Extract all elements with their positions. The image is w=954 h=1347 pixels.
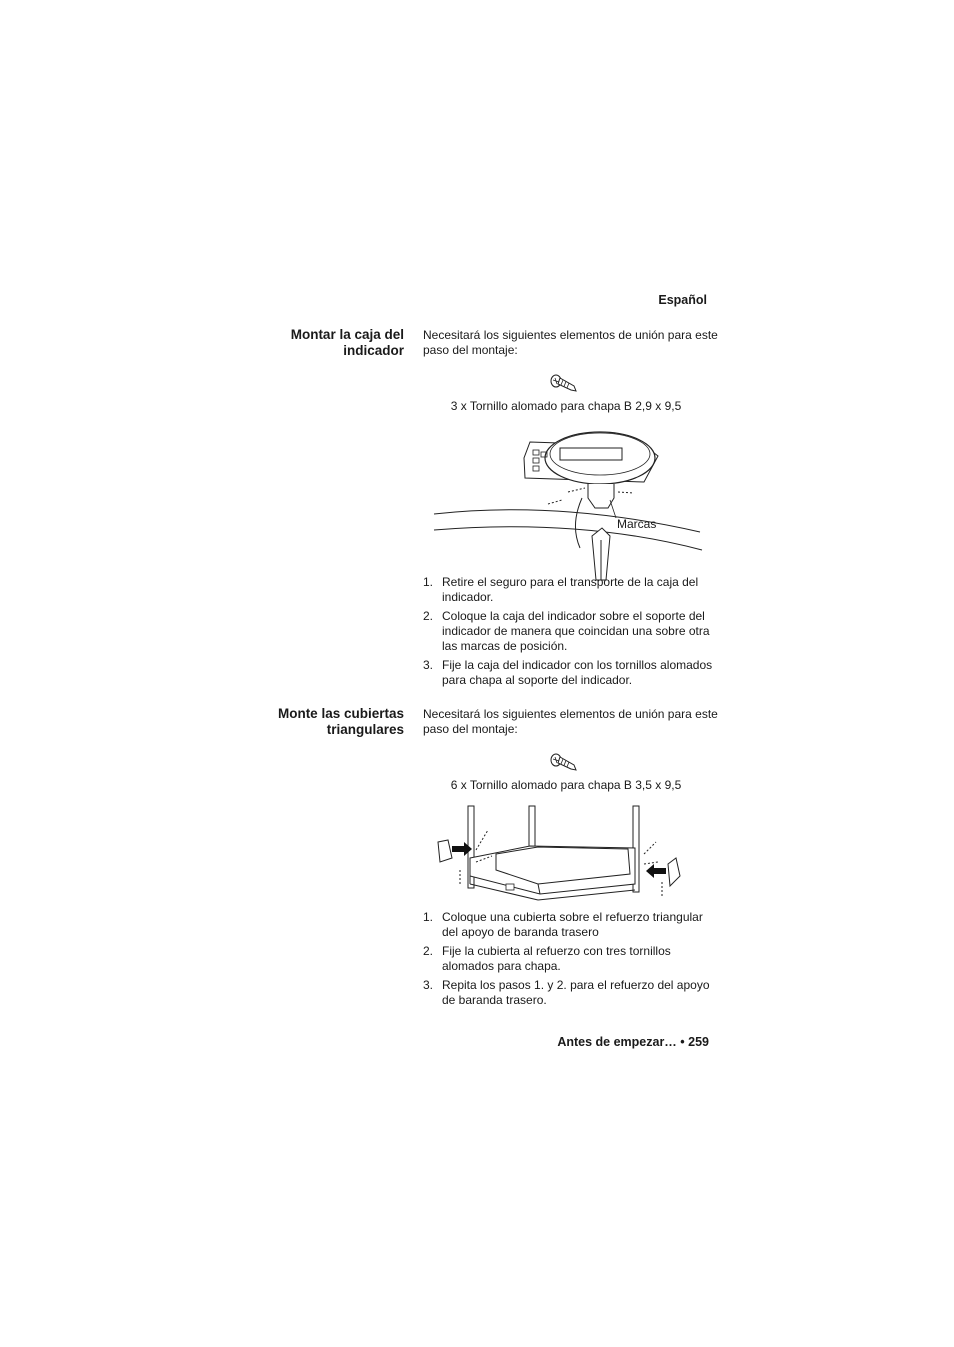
triangular-covers-illustration [430, 802, 690, 902]
marks-label: Marcas [617, 517, 657, 531]
list-item: 1. Coloque una cubierta sobre el refuerzo triangular del apoyo de baranda trasero [423, 910, 703, 939]
screw-icon [549, 372, 579, 396]
list-item: 2. Fije la cubierta al refuerzo con tres tornillos alomados para chapa. [423, 944, 671, 973]
section-title-line2: triangulares [326, 722, 404, 737]
steps-list [423, 910, 713, 1012]
section-title-line2: indicador [343, 343, 404, 358]
indicator-housing-illustration [430, 430, 710, 580]
section-title-triangular-covers [224, 706, 404, 738]
section-intro: Necesitará los siguientes elementos de unión para este paso del montaje: [423, 328, 718, 357]
steps-list [423, 575, 713, 692]
page-footer: Antes de empezar… • 259 [557, 1035, 709, 1049]
section-intro: Necesitará los siguientes elementos de unión para este paso del montaje: [423, 707, 718, 736]
screw-caption: 3 x Tornillo alomado para chapa B 2,9 x 9,5 [450, 399, 682, 413]
section-title-indicator-housing [224, 327, 404, 359]
list-item: 3. Repita los pasos 1. y 2. para el refuerzo del apoyo de baranda trasero. [423, 978, 710, 1007]
section-title-line1: Monte las cubiertas [277, 706, 404, 721]
screw-icon [549, 751, 579, 775]
section-title-line1: Montar la caja del [290, 327, 404, 342]
language-label: Español [658, 293, 707, 307]
screw-caption: 6 x Tornillo alomado para chapa B 3,5 x 9,5 [450, 778, 682, 792]
list-item: 1. Retire el seguro para el transporte de la caja del indicador. [423, 575, 699, 604]
list-item: 3. Fije la caja del indicador con los tornillos alomados para chapa al soporte del indicador. [423, 658, 713, 687]
list-item: 2. Coloque la caja del indicador sobre el soporte del indicador de manera que coincidan una sobre otra las marcas de posición. [423, 609, 710, 653]
